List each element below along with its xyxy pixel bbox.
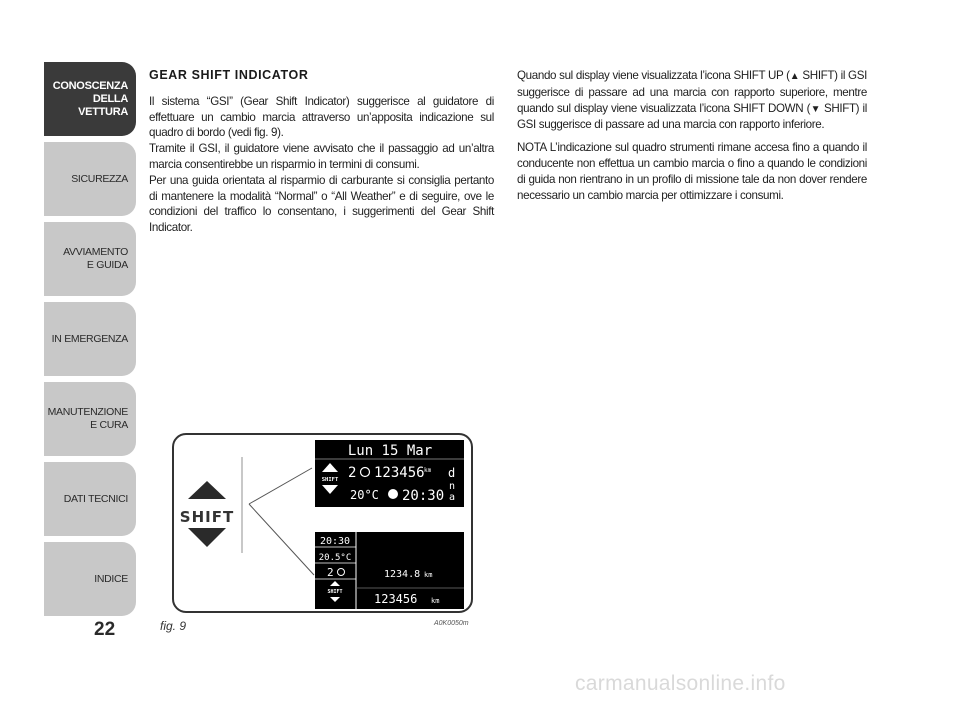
paragraph-note: NOTA L’indicazione sul quadro strumenti rimane accesa fino a quando il conducente non effettua un cambio marcia o fino a quando le condizioni di guida non rientrano in un profilo di missione tale da non dover rendere necessario un cambio marcia per ottimizzare i consumi. xyxy=(517,141,867,202)
tab-in-emergenza[interactable]: IN EMERGENZA xyxy=(44,302,136,376)
big-shift-down-icon xyxy=(188,528,226,547)
display-odometer: 123456 xyxy=(374,465,425,481)
tab-manutenzione-e-cura[interactable]: MANUTENZIONE E CURA xyxy=(44,382,136,456)
big-shift-label: SHIFT xyxy=(179,508,235,526)
display-trip-unit: km xyxy=(424,571,433,579)
text-run: SHIFT) il GSI suggerisce di passare ad una marcia con rapporto superiore, mentre quando sul display viene visualizzata l’icona SHIFT DOWN ( xyxy=(517,69,867,115)
display-time: 20:30 xyxy=(402,488,445,504)
shift-up-icon: ▲ xyxy=(789,71,800,82)
dashboard-illustration xyxy=(174,435,471,611)
pointer-line xyxy=(249,468,312,504)
display-bottom xyxy=(315,532,464,609)
shift-down-icon: ▼ xyxy=(810,103,821,115)
display-gear: 2 xyxy=(327,566,334,579)
clock-icon xyxy=(388,489,398,499)
paragraph-shift-explanation xyxy=(517,68,867,133)
display-top xyxy=(315,440,464,507)
paragraph: Tramite il GSI, il guidatore viene avvisato che il passaggio ad un’altra marcia consentirebbe un risparmio in termini di consumi. xyxy=(149,142,494,171)
display-odometer-unit: km xyxy=(424,467,432,474)
paragraph: Per una guida orientata al risparmio di carburante si consiglia pertanto di mantenere la modalità “Normal” o “All Weather” e di seguire, ove le condizioni del traffico lo consentano, i suggerimenti del Gear Shift Indicator. xyxy=(149,173,494,235)
display-trip: 1234.8 xyxy=(384,569,421,580)
tab-sicurezza[interactable]: SICUREZZA xyxy=(44,142,136,216)
mode-letter-a: a xyxy=(449,492,456,503)
paragraph: Il sistema “GSI” (Gear Shift Indicator) suggerisce al guidatore di effettuare un cambio marcia attraverso un’apposita indicazione sul quadro di bordo (vedi fig. 9). xyxy=(149,94,494,140)
figure-code: A0K0050m xyxy=(434,620,469,627)
watermark: carmanualsonline.info xyxy=(575,672,786,695)
shift-label: SHIFT xyxy=(327,589,343,595)
right-column xyxy=(517,68,867,210)
text-run: Quando sul display viene visualizzata l’icona SHIFT UP ( xyxy=(517,69,790,82)
tab-indice[interactable]: INDICE xyxy=(44,542,136,616)
text-run: SHIFT) il GSI suggerisce di passare ad una marcia con rapporto inferiore. xyxy=(517,101,867,132)
display-time: 20:30 xyxy=(319,536,351,547)
tab-dati-tecnici[interactable]: DATI TECNICI xyxy=(44,462,136,536)
figure-caption: fig. 9 xyxy=(160,619,187,633)
display-odometer: 123456 xyxy=(374,592,418,606)
pointer-line xyxy=(249,504,314,575)
left-column xyxy=(149,68,494,236)
figure-gear-shift-display xyxy=(172,433,473,613)
shift-label: SHIFT xyxy=(321,477,339,483)
display-date: Lun 15 Mar xyxy=(347,443,433,459)
tab-avviamento-e-guida[interactable]: AVVIAMENTO E GUIDA xyxy=(44,222,136,296)
display-temperature: 20°C xyxy=(350,488,379,502)
mode-letter-d: d xyxy=(448,466,456,480)
page-number: 22 xyxy=(94,619,116,640)
display-temperature: 20.5°C xyxy=(318,553,352,563)
display-gear: 2 xyxy=(348,465,357,481)
tab-conoscenza-della-vettura[interactable]: CONOSCENZA DELLA VETTURA xyxy=(44,62,136,136)
section-heading: GEAR SHIFT INDICATOR xyxy=(149,68,309,82)
display-odometer-unit: km xyxy=(431,597,440,605)
big-shift-up-icon xyxy=(188,481,226,499)
mode-letter-n: n xyxy=(449,481,456,492)
